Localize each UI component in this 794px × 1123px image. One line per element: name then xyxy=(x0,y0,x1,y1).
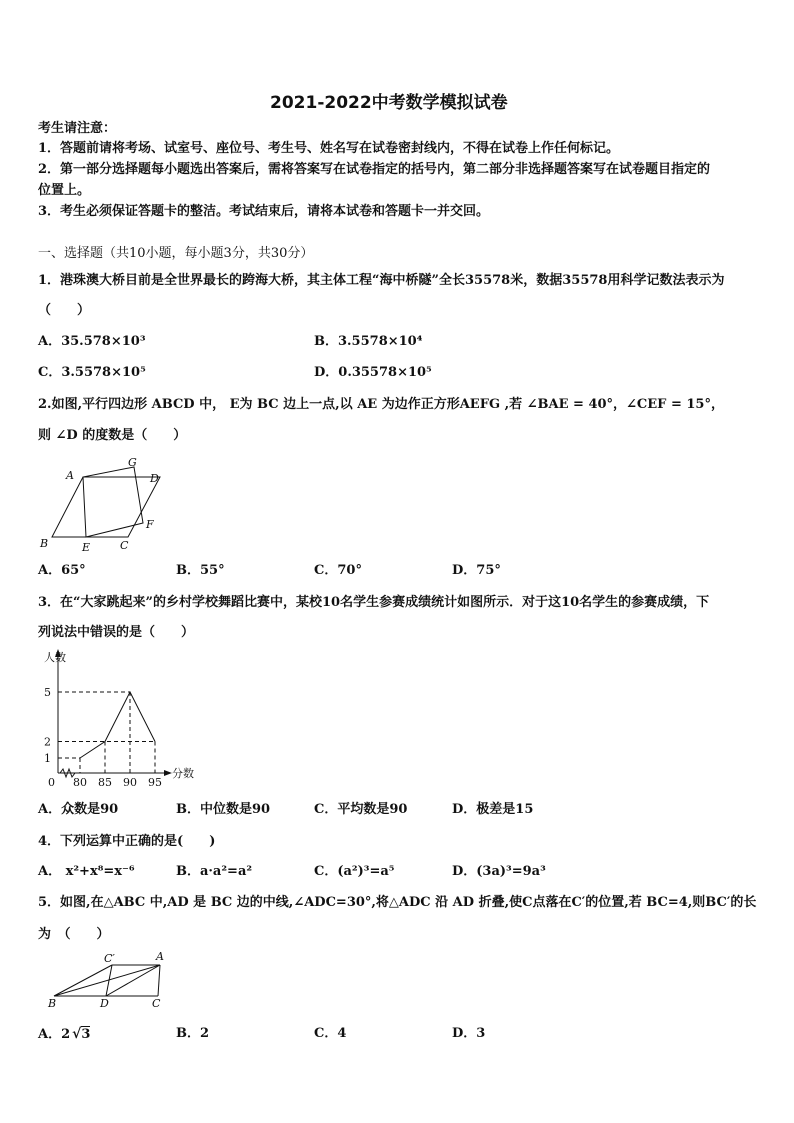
q1-option-d: D．0.35578×10⁵ xyxy=(314,365,432,380)
q3-stem-2: 列说法中错误的是（ ） xyxy=(38,625,195,640)
q5-option-c: C．4 xyxy=(314,1026,347,1041)
y-tick-1: 1 xyxy=(44,752,51,765)
label-e: E xyxy=(82,541,91,554)
label-d: D xyxy=(100,997,109,1010)
page-title: 2021-2022中考数学模拟试卷 xyxy=(270,93,508,113)
segment-ac xyxy=(158,965,160,996)
label-b: B xyxy=(48,997,57,1010)
notice-heading: 考生请注意： xyxy=(38,121,117,136)
q4-option-b: B．a·a²=a² xyxy=(176,864,253,879)
label-f: F xyxy=(146,518,154,531)
q5-option-b: B．2 xyxy=(176,1026,210,1041)
notice-item-1: 1．答题前请将考场、试室号、座位号、考生号、姓名写在试卷密封线内，不得在试卷上作任何标记。 xyxy=(38,141,620,156)
q4-stem: 4．下列运算中正确的是( ) xyxy=(38,834,216,849)
section-heading: 一、选择题（共10小题，每小题3分，共30分） xyxy=(38,246,314,261)
q2-option-c: C．70° xyxy=(314,563,362,578)
q1-paren: （ ） xyxy=(38,303,91,318)
q3-score-chart xyxy=(30,645,210,795)
q2-stem-2: 则 ∠D 的度数是（ ） xyxy=(38,428,187,443)
label-g: G xyxy=(128,456,137,469)
x-tick-80: 80 xyxy=(73,776,87,789)
q5-triangle-figure xyxy=(48,952,178,1012)
q3-option-c: C．平均数是90 xyxy=(314,802,408,817)
q5-stem: 5．如图,在△ABC 中,AD 是 BC 边的中线,∠ADC=30°,将△ADC 沿 AD 折叠,使C点落在C′的位置,若 BC=4,则BC′的长 xyxy=(38,895,757,910)
q3-stem: 3．在“大家跳起来”的乡村学校舞蹈比赛中，某校10名学生参赛成绩统计如图所示．对于这10名学生的参赛成绩，下 xyxy=(38,595,710,610)
x-tick-85: 85 xyxy=(98,776,112,789)
q4-option-d: D．(3a)³=9a³ xyxy=(452,864,546,879)
y-tick-5: 5 xyxy=(44,686,51,699)
label-c-prime: C′ xyxy=(104,952,115,965)
q1-option-c: C．3.5578×10⁵ xyxy=(38,365,146,380)
parallelogram-abcd xyxy=(52,477,160,537)
x-tick-90: 90 xyxy=(123,776,137,789)
q4-option-c: C．(a²)³=a⁵ xyxy=(314,864,395,879)
score-series-line xyxy=(80,692,155,758)
q1-option-a: A．35.578×10³ xyxy=(38,334,146,349)
label-c: C xyxy=(120,539,129,552)
origin-label: 0 xyxy=(48,776,55,789)
q5-option-a-radicand: 3 xyxy=(81,1027,91,1042)
y-tick-2: 2 xyxy=(44,735,51,749)
q2-option-b: B．55° xyxy=(176,563,225,578)
q5-option-a xyxy=(38,1025,90,1044)
x-tick-95: 95 xyxy=(148,776,162,789)
sqrt-sign: √ xyxy=(72,1026,82,1042)
label-b: B xyxy=(40,537,49,550)
q5-stem-2: 为 （ ） xyxy=(38,927,110,942)
x-axis-arrow xyxy=(164,770,172,776)
notice-item-3: 3．考生必须保证答题卡的整洁。考试结束后，请将本试卷和答题卡一并交回。 xyxy=(38,204,490,219)
label-d: D xyxy=(150,472,159,485)
q5-option-a-text: A．2 xyxy=(38,1027,71,1042)
label-a: A xyxy=(156,950,164,963)
notice-item-2-cont: 位置上。 xyxy=(38,183,91,198)
label-a: A xyxy=(66,469,74,482)
q2-option-a: A．65° xyxy=(38,563,86,578)
notice-item-2: 2．第一部分选择题每小题选出答案后，需将答案写在试卷指定的括号内，第二部分非选择题答案写在试卷题目指定的 xyxy=(38,162,711,177)
q2-parallelogram-figure xyxy=(38,455,168,553)
label-c: C xyxy=(152,997,161,1010)
segment-da xyxy=(106,965,160,996)
q3-option-b: B．中位数是90 xyxy=(176,802,271,817)
q1-stem: 1．港珠澳大桥目前是全世界最长的跨海大桥，其主体工程“海中桥隧”全长35578米，数据35578用科学记数法表示为 xyxy=(38,273,725,288)
q1-option-b: B．3.5578×10⁴ xyxy=(314,334,423,349)
segment-bc-prime xyxy=(54,965,112,996)
q3-option-a: A．众数是90 xyxy=(38,802,119,817)
q5-option-d: D．3 xyxy=(452,1026,486,1041)
q2-option-d: D．75° xyxy=(452,563,501,578)
q4-option-a: A． x²+x⁸=x⁻⁶ xyxy=(38,864,135,879)
y-axis-label: 人数 xyxy=(44,651,66,664)
x-axis-label: 分数 xyxy=(172,767,194,780)
q2-stem: 2.如图,平行四边形 ABCD 中， E为 BC 边上一点,以 AE 为边作正方形AEFG ,若 ∠BAE = 40°，∠CEF = 15°， xyxy=(38,397,724,412)
q3-option-d: D．极差是15 xyxy=(452,802,534,817)
